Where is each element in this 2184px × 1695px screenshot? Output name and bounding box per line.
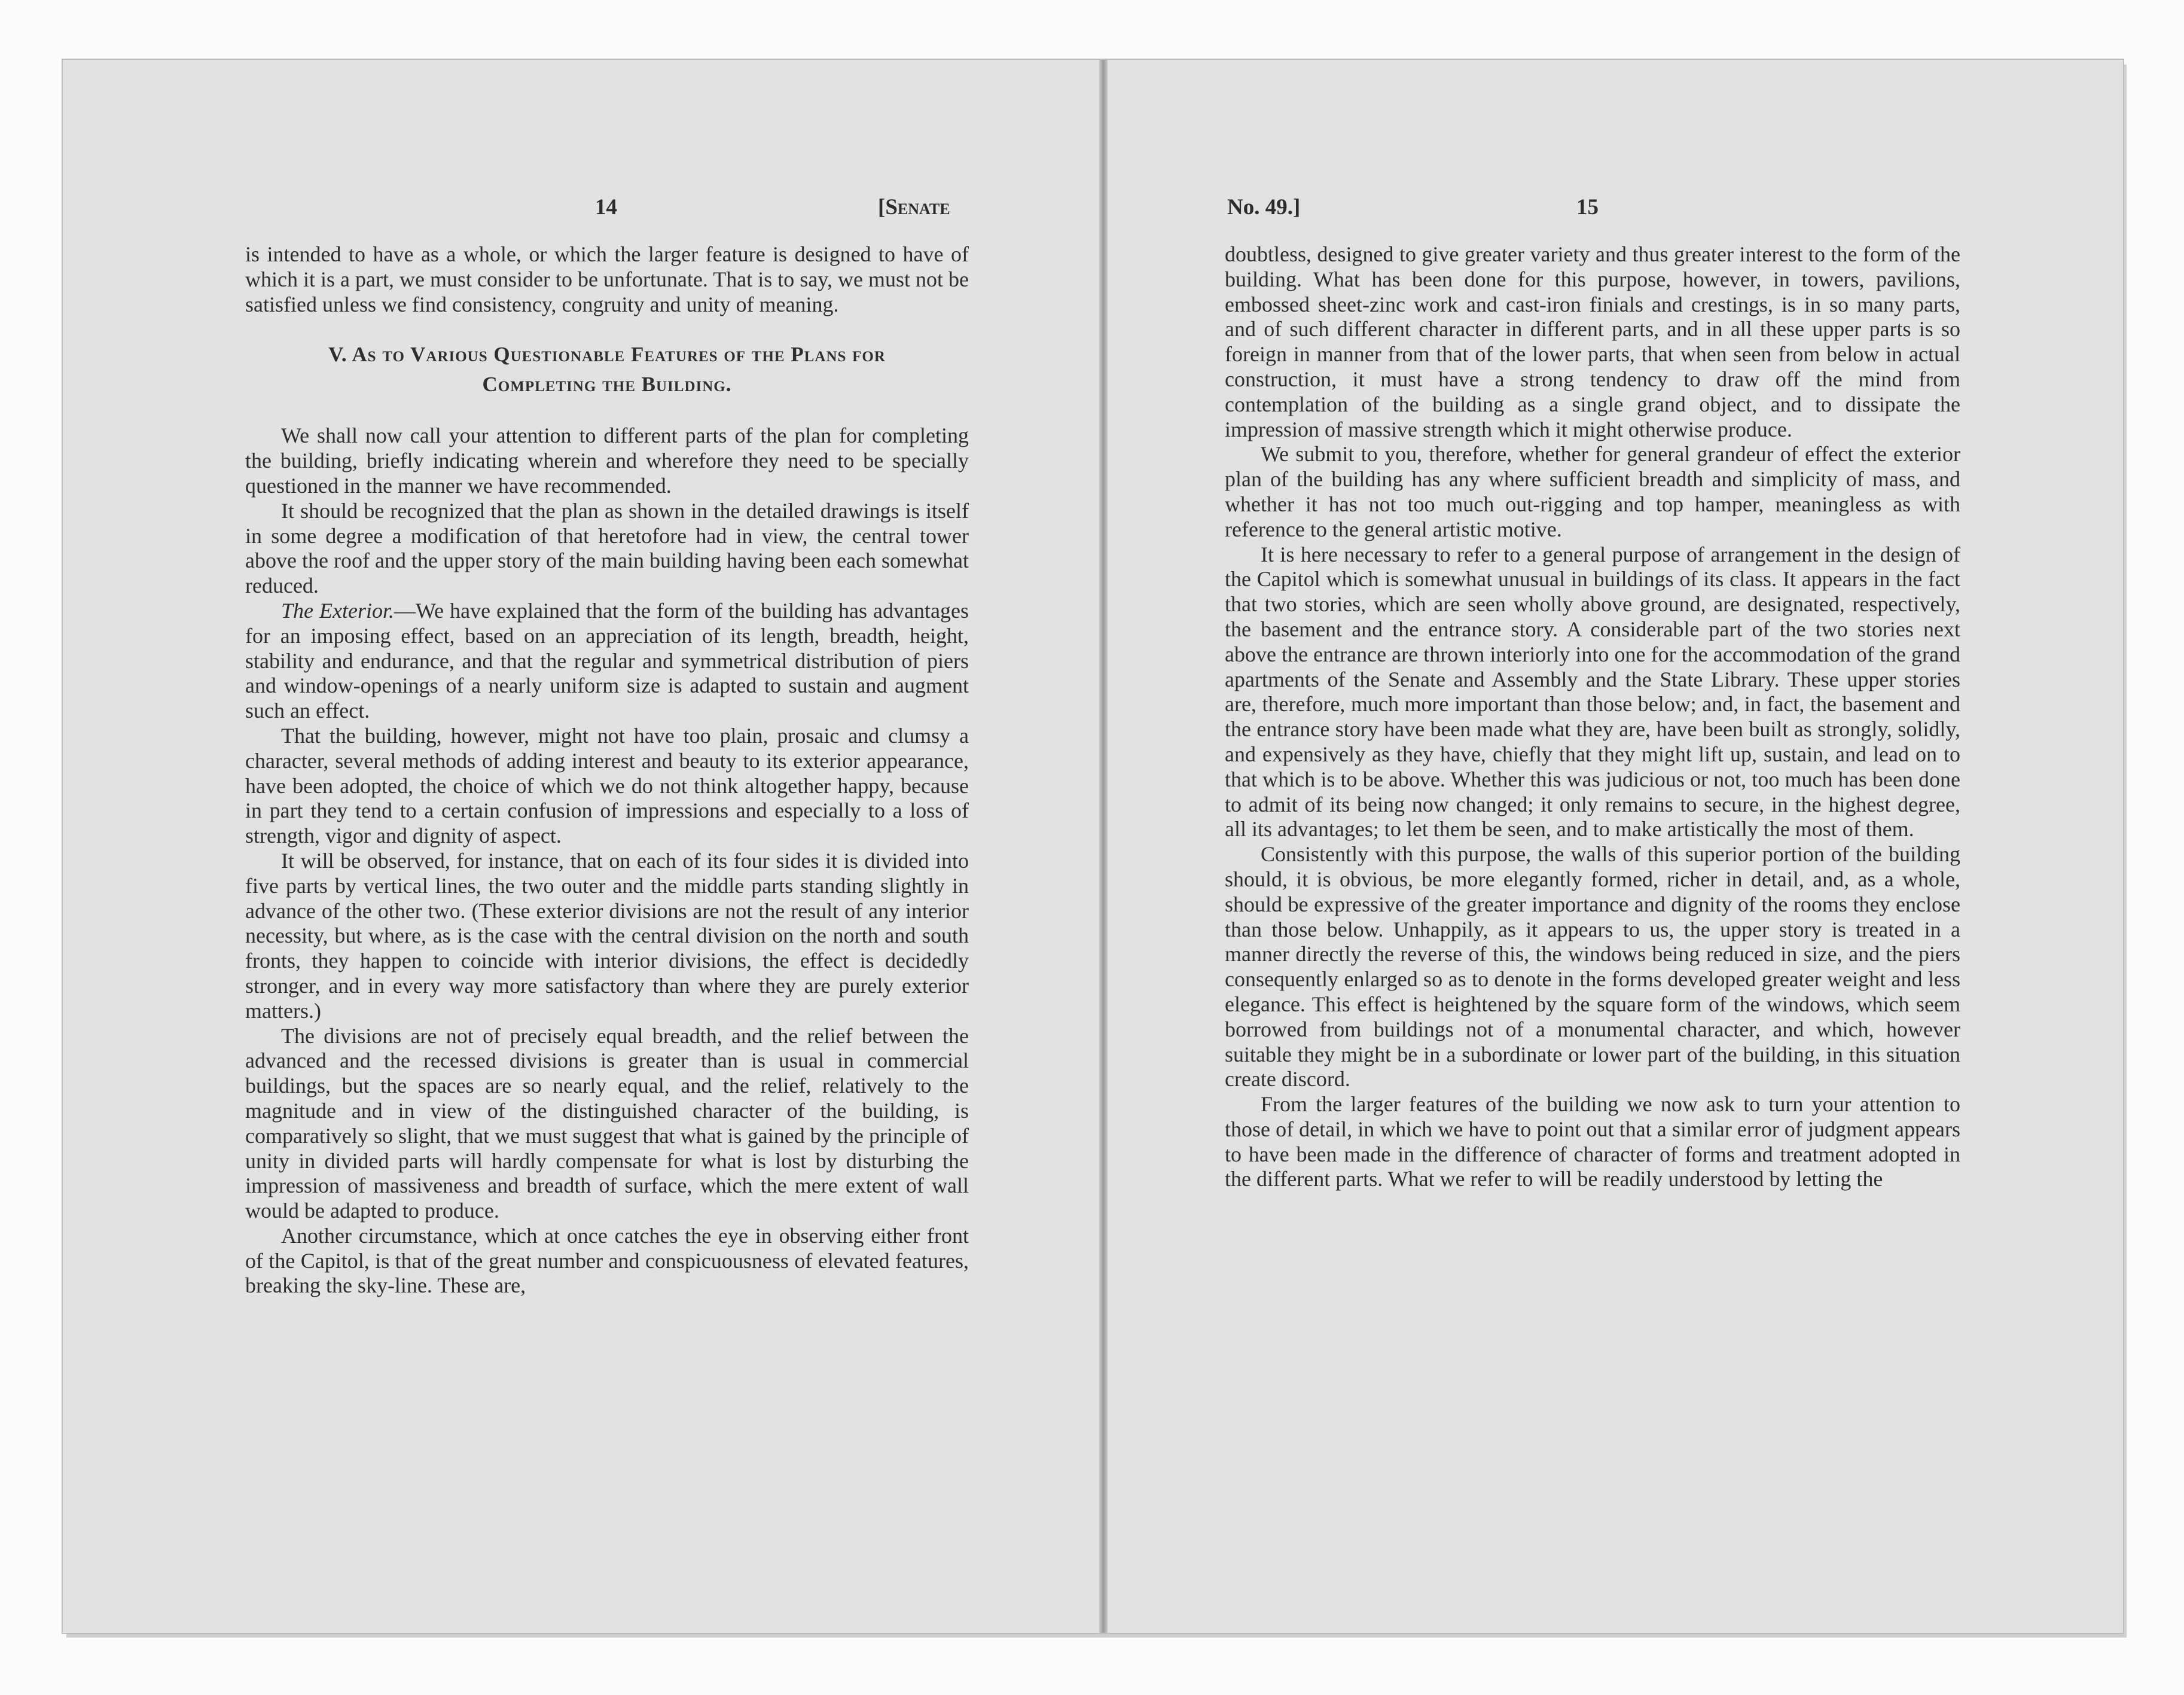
exterior-lead: The Exterior.	[281, 598, 394, 623]
left-page-body	[245, 242, 969, 1298]
paragraph: It should be recognized that the plan as shown in the detailed drawings is itself in some degree a modification of that heretofore had in view, the central tower above the roof and the upper story of the main building having been each somewhat reduced.	[245, 498, 969, 598]
paragraph: We shall now call your attention to different parts of the plan for completing the building, briefly indicating wherein and wherefore they need to be specially questioned in the manner we have recommended.	[245, 423, 969, 498]
paragraph: It is here necessary to refer to a general purpose of arrangement in the design of the Capitol which is somewhat unusual in buildings of its class. It appears in the fact that two stories, which are seen wholly above ground, are designated, respectively, the basement and the entrance story. A considerable part of the two stories next above the entrance are thrown interiorly into one for the accommodation of the grand apartments of the Senate and Assembly and the State Library. These upper stories are, therefore, much more important than those below; and, in fact, the basement and the entrance story have been made what they are, have been built as strongly, solidly, and expensively as they have, chiefly that they might lift up, sustain, and lead on to that which is to be above. Whether this was judicious or not, too much has been done to admit of its being now changed; it only remains to secure, in the highest degree, all its advantages; to let them be seen, and to make artistically the most of them.	[1225, 542, 1960, 842]
right-running-head: No. 49.]	[1227, 195, 1301, 220]
paragraph: It will be observed, for instance, that on each of its four sides it is divided into five parts by vertical lines, the two outer and the middle parts standing slightly in advance of the other two. (These exterior divisions are not the result of any interior necessity, but where, as is the case with the central division on the north and south fronts, they happen to coincide with interior divisions, the effect is decidedly stronger, and in every way more satisfactory than where they are purely exterior matters.)	[245, 848, 969, 1023]
section-heading-line-1: V. As to Various Questionable Features of the Plans for	[328, 343, 886, 367]
exterior-text: —We have explained that the form of the building has advantages for an imposing effect, based on an appreciation of its length, breadth, height, stability and endurance, and that the regular and symmetrical distribution of piers and window-openings of a nearly uniform size is adapted to sustain and augment such an effect.	[245, 598, 969, 723]
right-page-number: 15	[1576, 195, 1599, 220]
paragraph: From the larger features of the building we now ask to turn your attention to those of detail, in which we have to point out that a similar error of judgment appears to have been made in the difference of character of forms and treatment adopted in the different parts. What we refer to will be readily understood by letting the	[1225, 1092, 1960, 1191]
section-heading-line-2: Completing the Building.	[482, 373, 732, 397]
right-page-body	[1225, 242, 1960, 1192]
paragraph: That the building, however, might not have too plain, prosaic and clumsy a character, several methods of adding interest and beauty to its exterior appearance, have been adopted, the choice of which we do not think altogether happy, because in part they tend to a certain confusion of impressions and especially to a loss of strength, vigor and dignity of aspect.	[245, 723, 969, 848]
book-gutter	[1099, 60, 1108, 1633]
paragraph: The divisions are not of precisely equal breadth, and the relief between the advanced and the recessed divisions is greater than is usual in commercial buildings, but the spaces are so nearly equal, and the relief, relatively to the magnitude and in view of the distinguished character of the building, is comparatively so slight, that we must suggest that what is gained by the principle of unity in divided parts will hardly compensate for what is lost by disturbing the impression of massiveness and breadth of surface, which the mere extent of wall would be adapted to produce.	[245, 1023, 969, 1223]
paragraph: We submit to you, therefore, whether for general grandeur of effect the exterior plan of the building has any where sufficient breadth and simplicity of mass, and whether it has not too much out-rigging and top hamper, meaningless as with reference to the general artistic motive.	[1225, 442, 1960, 541]
paragraph: Consistently with this purpose, the walls of this superior portion of the building should, it is obvious, be more elegantly formed, richer in detail, and, as a whole, should be expressive of the greater importance and dignity of the rooms they enclose than those below. Unhappily, as it appears to us, the upper story is treated in a manner directly the reverse of this, the windows being reduced in size, and the piers consequently enlarged so as to denote in the forms developed greater weight and less elegance. This effect is heightened by the square form of the windows, which seem borrowed from buildings not of a monumental character, and which, however suitable they might be in a subordinate or lower part of the building, in this situation create discord.	[1225, 842, 1960, 1092]
exterior-paragraph	[245, 599, 969, 724]
left-page-number: 14	[595, 195, 617, 220]
paragraph: is intended to have as a whole, or which the larger feature is designed to have of which it is a part, we must consider to be unfortunate. That is to say, we must not be satisfied unless we find consistency, congruity and unity of meaning.	[245, 242, 969, 316]
paragraph: Another circumstance, which at once catches the eye in observing either front of the Capitol, is that of the great number and conspicuousness of elevated features, breaking the sky-line. These are,	[245, 1223, 969, 1298]
paragraph: doubtless, designed to give greater variety and thus greater interest to the form of the building. What has been done for this purpose, however, in towers, pavilions, embossed sheet-zinc work and cast-iron finials and crestings, is in so many parts, and of such different character in different parts, and in all these upper parts is so foreign in manner from that of the lower parts, that when seen from below in actual construction, it must have a strong tendency to draw off the mind from contemplation of the building as a single grand object, and to dissipate the impression of massive strength which it might otherwise produce.	[1225, 242, 1960, 441]
left-running-head: [Senate	[878, 195, 950, 220]
section-heading	[245, 340, 969, 400]
